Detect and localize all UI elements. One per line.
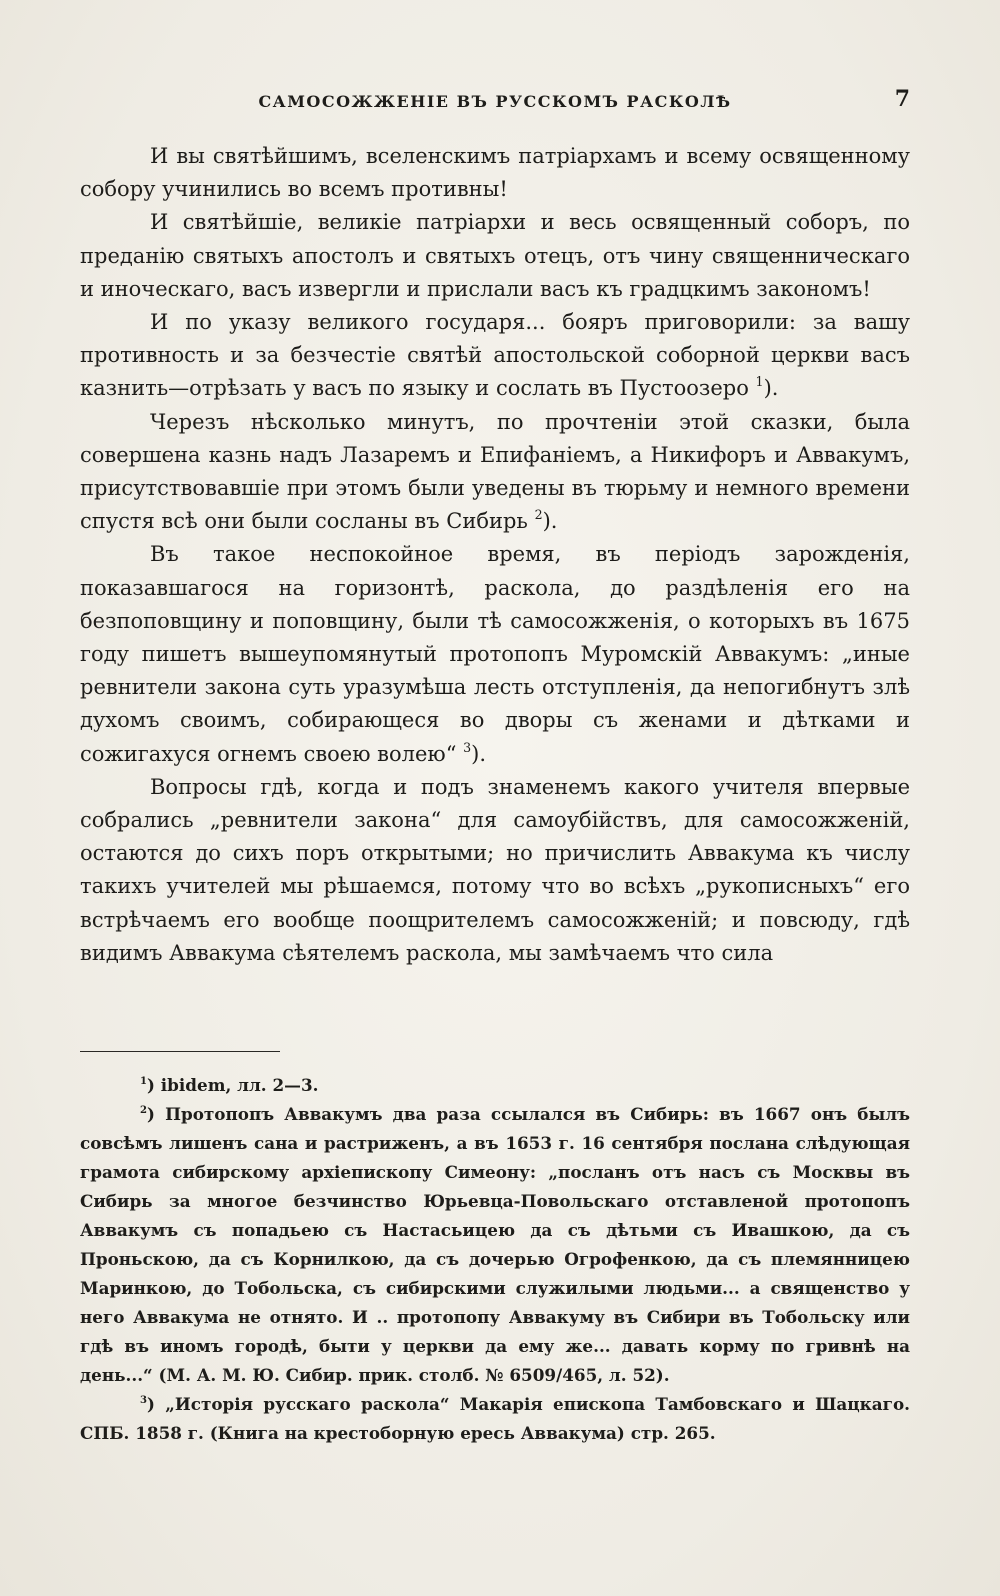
footnote-mark-3: 3 bbox=[140, 1394, 148, 1406]
paragraph-4 bbox=[80, 406, 910, 539]
footnote-3-text: ) „Исторія русскаго раскола“ Макарія епископа Тамбовскаго и Шацкаго. СПБ. 1858 г. (Книга на крестоборную ересь Аввакума) стр. 265. bbox=[80, 1394, 910, 1443]
footnote-ref-2: 2 bbox=[534, 507, 543, 523]
paragraph-6: Вопросы гдѣ, когда и подъ знаменемъ какого учителя впервые собрались „ревнители закона“ для самоубійствъ, для самосожженій, остаются до сихъ поръ открытыми; но причислить Аввакума къ числу такихъ учителей мы рѣшаемся, потому что во всѣхъ „рукописныхъ“ его встрѣчаемъ его вообще поощрителемъ самосожженій; и повсюду, гдѣ видимъ Аввакума сѣятелемъ раскола, мы замѣчаемъ что сила bbox=[80, 774, 910, 965]
footnote-3 bbox=[80, 1390, 910, 1448]
paragraph-4-end: ). bbox=[542, 509, 558, 534]
footnote-mark-1: 1 bbox=[140, 1075, 148, 1087]
footnote-2 bbox=[80, 1100, 910, 1390]
page-number: 7 bbox=[894, 86, 910, 112]
paragraph-5-text: Въ такое неспокойное время, въ періодъ зарожденія, показавшагося на горизонтѣ, раскола, до раздѣленія его на безпоповщину и поповщину, были тѣ самосожженія, о которыхъ въ 1675 году пишетъ вышеупомянутый протопопъ Муромскій Аввакумъ: „иные ревнители закона суть уразумѣша лесть отступленія, да непогибнутъ злѣ духомъ своимъ, собирающеся во дворы съ женами и дѣтками и сожигахуся огнемъ своею волею“ bbox=[80, 542, 910, 766]
paragraph-3-text: И по указу великого государя... бояръ приговорили: за вашу противность и за безчестіе святѣй апостольской соборной церкви васъ казнить—отрѣзать у васъ по языку и сослать въ Пустоозеро bbox=[80, 310, 910, 401]
footnote-2-text: ) Протопопъ Аввакумъ два раза ссылался въ Сибирь: въ 1667 онъ былъ совсѣмъ лишенъ сана и растриженъ, а въ 1653 г. 16 сентября послана слѣдующая грамота сибирскому архіепископу Симеону: „посланъ отъ насъ съ Москвы въ Сибирь за многое безчинство Юрьевца-Повольскаго отставленой протопопъ Аввакумъ съ попадьею съ Настасьицею да съ дѣтьми съ Ивашкою, да съ Проньскою, да съ Корнилкою, да съ дочерью Огрофенкою, да съ племянницею Маринкою, до Тобольска, съ сибирскими служилыми людьми... а священство у него Аввакума не отнято. И .. протопопу Аввакуму въ Сибири въ Тобольску или гдѣ въ иномъ городѣ, быти у церкви да ему же... давать корму по гривнѣ на день...“ (М. А. М. Ю. Сибир. прик. столб. № 6509/465, л. 52). bbox=[80, 1104, 910, 1385]
paragraph-2: И святѣйшіе, великіе патріархи и весь освященный соборъ, по преданію святыхъ апостолъ и святыхъ отецъ, отъ чину священническаго и иноческаго, васъ извергли и прислали васъ къ градцкимъ закономъ! bbox=[80, 210, 910, 301]
footnote-ref-3: 3 bbox=[463, 739, 472, 755]
footnote-1 bbox=[80, 1071, 910, 1100]
paragraph-4-text: Черезъ нѣсколько минутъ, по прочтеніи этой сказки, была совершена казнь надъ Лазаремъ и Епифаніемъ, а Никифоръ и Аввакумъ, присутствовавшіе при этомъ были уведены въ тюрьму и немного времени спустя всѣ они были сосланы въ Сибирь bbox=[80, 409, 910, 534]
main-text bbox=[80, 140, 910, 970]
running-header bbox=[80, 86, 910, 122]
running-title: САМОСОЖЖЕНІЕ ВЪ РУССКОМЪ РАСКОЛѢ bbox=[258, 92, 732, 111]
footnote-divider bbox=[80, 1051, 280, 1052]
paragraph-5-end: ). bbox=[471, 741, 487, 766]
paragraph-3-end: ). bbox=[763, 376, 779, 401]
footnote-mark-2: 2 bbox=[140, 1104, 148, 1116]
paragraph-1: И вы святѣйшимъ, вселенскимъ патріархамъ и всему освященному собору учинились во всемъ противны! bbox=[80, 144, 910, 202]
paragraph-5 bbox=[80, 538, 910, 770]
paragraph-3 bbox=[80, 306, 910, 406]
footnote-1-text: ) ibidem, лл. 2—3. bbox=[147, 1075, 319, 1095]
footnotes bbox=[80, 1071, 910, 1448]
footnote-ref-1: 1 bbox=[755, 374, 764, 390]
